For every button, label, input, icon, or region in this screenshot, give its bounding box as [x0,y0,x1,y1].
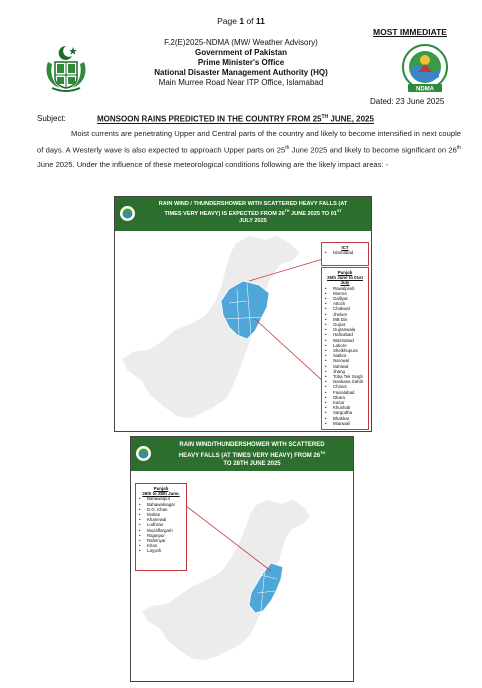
punjab-heading: Punjab [337,270,353,275]
list-item: • Bahawalpur [139,496,183,501]
list-item: • Chiniot [325,384,365,389]
list-item: • MB Din [325,317,365,322]
list-item: • Sheikhupura [325,348,365,353]
ict-list [325,250,365,255]
reference-number: F.2(E)2025-NDMA (MW/ Weather Advisory) [164,38,318,47]
government-name: Government of Pakistan [194,48,288,57]
ndma-logo-text: NDMA [416,86,434,93]
authority-name: National Disaster Management Authority (HQ) [154,68,328,77]
map-2-header [131,437,353,471]
urgency-label: MOST IMMEDIATE [373,27,447,37]
list-item: • Multan [139,512,183,517]
office-name: Prime Minister's Office [197,58,285,67]
office-address: Main Murree Road Near ITP Office, Islamabad [158,78,324,87]
list-item: • Okara [325,395,365,400]
punjab-date-range: 25th June to 01st July [327,275,363,286]
punjab-heading: Punjab [153,486,169,491]
list-item: • Muzaffargarh [139,528,183,533]
list-item: • Mianwali [325,421,365,426]
list-item: • Rajanpur [139,533,183,538]
punjab-callout-2 [135,483,187,571]
list-item: • Sargodha [325,410,365,415]
punjab-district-list [139,496,183,553]
list-item: • Murree [325,291,365,296]
map-1-header [115,197,371,231]
list-item: • Nankana Sahib [325,379,365,384]
list-item: • Layyah [139,548,183,553]
forecast-map-1 [114,196,372,432]
list-item: • Khan [139,543,183,548]
list-item: • Jhelum [325,312,365,317]
list-item: • Faisalabad [325,390,365,395]
subject-label: Subject: [37,114,66,123]
map-1-title: RAIN WIND / THUNDERSHOWER WITH SCATTERED HEAVY FALLS (AT TIMES VERY HEAVY) IS EXPECTED FROM 26TH JUNE 2025 TO 01ST JULY 2025 [158,201,348,224]
list-item: • Galliyat [325,296,365,301]
list-item: • Toba Tek Singh [325,374,365,379]
list-item: • Islamabad [325,250,365,255]
map-2-title: RAIN WIND/THUNDERSHOWER WITH SCATTERED HEAVY FALLS (AT TIMES VERY HEAVY) FROM 26TH TO 28TH JUNE 2025 [178,442,326,467]
subject-text: MONSOON RAINS PREDICTED IN THE COUNTRY FROM 25TH JUNE, 2025 [97,114,374,124]
list-item: • Khushab [325,405,365,410]
list-item: • Attock [325,301,365,306]
ndma-logo-icon [400,42,450,94]
punjab-date-range: 26th to 28th June. [142,491,180,497]
list-item: • D.G. Khan [139,507,183,512]
punjab-district-list [325,286,365,426]
list-item: • Sahiwal [325,364,365,369]
list-item: • Gujranwala [325,327,365,332]
forecast-map-2 [130,436,354,682]
ict-callout [321,242,369,266]
list-item: • Hafizabad [325,332,365,337]
list-item: • Sialkot [325,353,365,358]
list-item: • Bahawalnagar [139,502,183,507]
punjab-callout-1 [321,267,369,430]
advisory-paragraph: Moist currents are penetrating Upper and Central parts of the country and likely to become intensified in next couple of days. A Westerly wave is also expected to approach Upper parts on 25th June 2025 and likely to become significant on 26th June 2025. Under the influence of these meteorological conditions following are the likely impact areas: - [37,129,462,169]
list-item: • Chakwal [325,306,365,311]
list-item: • Wazirabad [325,338,365,343]
list-item: • Khanewal [139,517,183,522]
ndma-badge-icon [119,205,136,222]
letterhead [110,38,372,88]
ndma-badge-icon [135,445,152,462]
list-item: • Lahore [325,343,365,348]
pakistan-emblem-icon [40,42,92,94]
list-item: • Lodhran [139,522,183,527]
list-item: • Gujrat [325,322,365,327]
list-item: • Rahimyar [139,538,183,543]
page-number: Page 1 of 11 [217,16,265,26]
list-item: • Rawalpindi [325,286,365,291]
ict-heading: ICT [341,245,349,250]
list-item: • Kasur [325,400,365,405]
document-date: Dated: 23 June 2025 [370,97,445,106]
list-item: • Narowal [325,358,365,363]
list-item: • Jhang [325,369,365,374]
list-item: • Bhakkar [325,416,365,421]
